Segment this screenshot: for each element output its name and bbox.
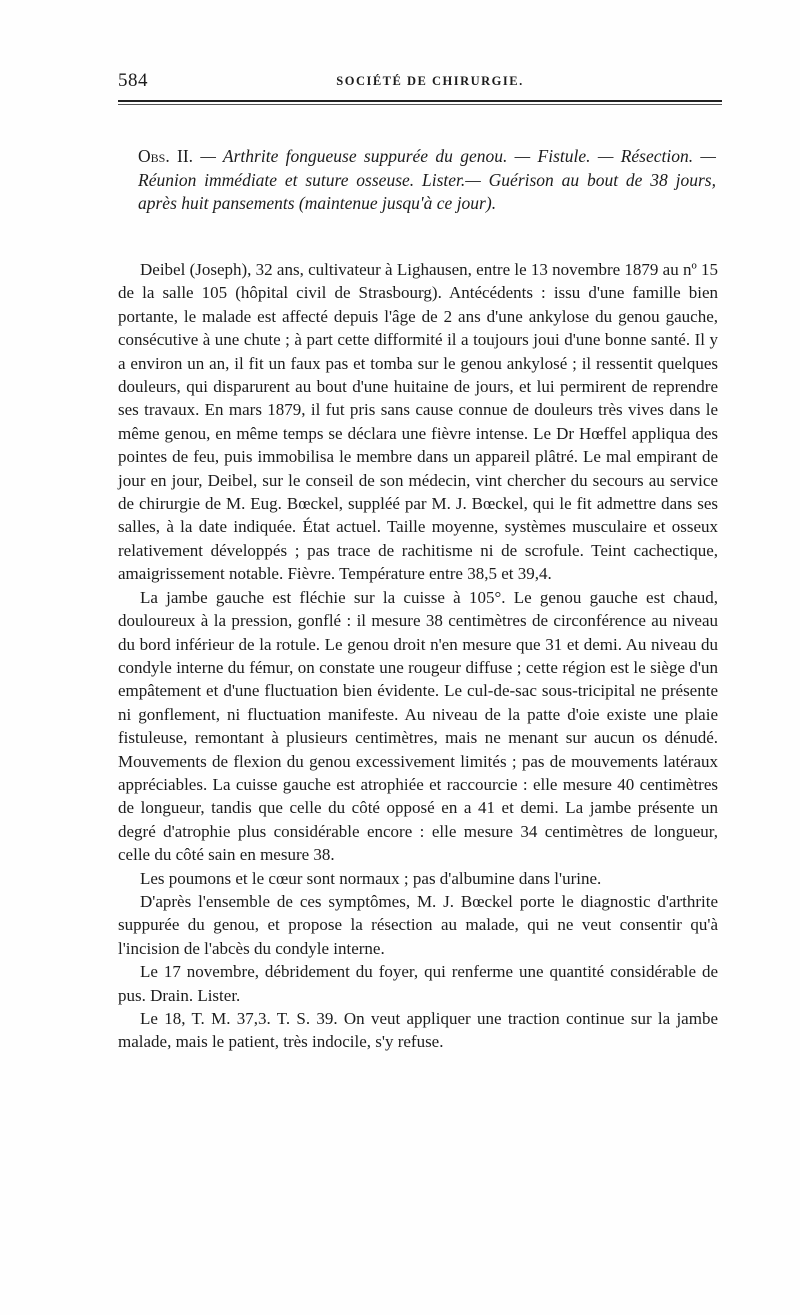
paragraph: Le 18, T. M. 37,3. T. S. 39. On veut appliquer une traction continue sur la jambe malade, mais le patient, très indocile, s'y refuse. [118,1009,718,1052]
observation-title: — Arthrite fongueuse suppurée du genou. — Fistule. — Résection. — Réunion immédiate et suture osseuse. Lister.— Guérison au bout de 38 jours, après huit pansements (maintenue jusqu'à ce jour). [138,146,716,213]
running-title: SOCIÉTÉ DE CHIRURGIE. [336,74,524,88]
running-head [118,70,722,96]
header-rule [118,100,722,102]
paragraph: D'après l'ensemble de ces symptômes, M. J. Bœckel porte le diagnostic d'arthrite suppurée du genou, et propose la résection au malade, qui ne veut consentir qu'à l'incision de l'abcès du condyle interne. [118,891,718,958]
header-rule-thin [118,104,722,105]
body-text [118,258,718,1054]
paragraph: Les poumons et le cœur sont normaux ; pas d'albumine dans l'urine. [140,868,602,888]
paragraph: La jambe gauche est fléchie sur la cuisse à 105°. Le genou gauche est chaud, douloureux à la pression, gonflé : il mesure 38 centimètres de circonférence au niveau du bord inférieur de la rotule. Le genou droit n'en mesure que 31 et demi. Au niveau du condyle interne du fémur, on constate une rougeur diffuse ; cette région est le siège d'un empâtement et d'une fluctuation bien évidente. Le cul-de-sac sous-tricipital ne présente ni gonflement, ni fluctuation manifeste. Au niveau de la patte d'oie existe une plaie fistuleuse, remontant à plusieurs centimètres, mais ne menant sur aucun os dénudé. Mouvements de flexion du genou excessivement limités ; pas de mouvements latéraux appréciables. La cuisse gauche est atrophiée et raccourcie : elle mesure 40 centimètres de longueur, tandis que celle du côté opposé en a 41 et demi. La jambe présente un degré d'atrophie plus considérable encore : elle mesure 34 centimètres de longueur, celle du côté sain en mesure 38. [118,587,718,865]
observation-label: Obs. II. [138,146,194,166]
page-number: 584 [118,70,148,91]
paragraph: Le 17 novembre, débridement du foyer, qui renferme une quantité considérable de pus. Drain. Lister. [118,962,718,1005]
paragraph: Deibel (Joseph), 32 ans, cultivateur à Lighausen, entre le 13 novembre 1879 au nº 15 de la salle 105 (hôpital civil de Strasbourg). Antécédents : issu d'une famille bien portante, le malade est affecté depuis l'âge de 2 ans d'une ankylose du genou gauche, consécutive à une chute ; à part cette difformité il a toujours joui d'une bonne santé. Il y a environ un an, il fit un faux pas et tomba sur le genou ankylosé ; il ressentit quelques douleurs, qui disparurent au bout d'une huitaine de jours, et lui permirent de reprendre ses travaux. En mars 1879, il fut pris sans cause connue de douleurs très vives dans le même genou, en même temps se déclara une fièvre intense. Le Dr Hœffel appliqua des pointes de feu, puis immobilisa le membre dans un appareil plâtré. Le mal empirant de jour en jour, Deibel, sur le conseil de son médecin, vint chercher du secours au service de chirurgie de M. Eug. Bœckel, suppléé par M. J. Bœckel, qui le fit admettre dans ses salles, à la date indiquée. État actuel. Taille moyenne, systèmes musculaire et osseux relativement développés ; pas trace de rachitisme ni de scrofule. Teint cachectique, amaigrissement notable. Fièvre. Température entre 38,5 et 39,4. [118,260,718,584]
observation-heading [138,145,716,216]
